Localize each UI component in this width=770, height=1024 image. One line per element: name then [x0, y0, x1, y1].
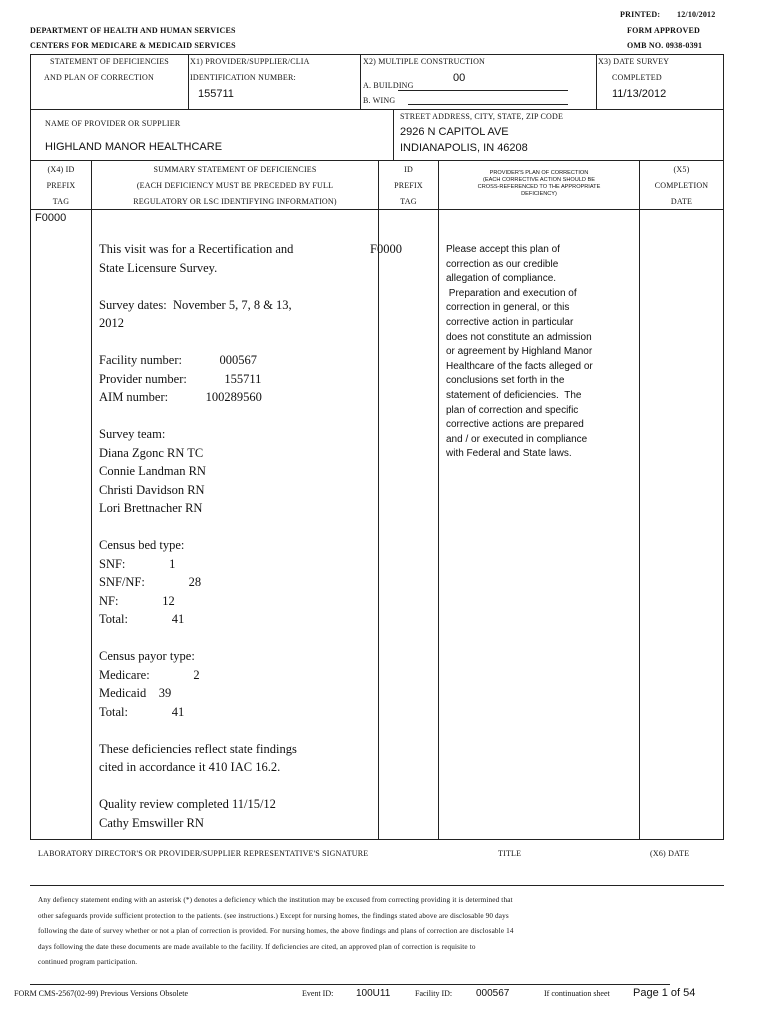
summary-line: Facility number: 000567	[99, 353, 257, 367]
x1-label: X1) PROVIDER/SUPPLIER/CLIA	[190, 57, 310, 66]
form-approved: FORM APPROVED	[627, 26, 701, 35]
statement-line: continued program participation.	[38, 958, 138, 967]
poc-line: Preparation and execution of	[446, 287, 577, 299]
statement-label-1: STATEMENT OF DEFICIENCIES	[50, 57, 169, 66]
summary-line: State Licensure Survey.	[99, 260, 218, 275]
summary-line: AIM number: 100289560	[99, 390, 262, 404]
event-id-value: 100U11	[356, 988, 391, 999]
x3-label: X3) DATE SURVEY	[598, 57, 670, 66]
form-number: FORM CMS-2567(02-99) Previous Versions Obsolete	[14, 989, 189, 998]
x5-header-1: (X5)	[673, 165, 690, 174]
x4-header-1: (X4) ID	[47, 165, 75, 174]
plan-of-correction	[446, 243, 636, 462]
x2-building-label: A. BUILDING	[363, 81, 414, 90]
poc-header-3: CROSS-REFERENCED TO THE APPROPRIATE	[477, 184, 601, 190]
address-label: STREET ADDRESS, CITY, STATE, ZIP CODE	[400, 112, 564, 121]
poc-line: corrective actions are prepared	[446, 419, 584, 431]
summary-line	[99, 777, 374, 796]
poc-line: plan of correction and specific	[446, 404, 579, 416]
summary-line: SNF: 1	[99, 556, 176, 571]
left-prefix-tag: F0000	[35, 212, 67, 224]
summary-line: These deficiencies reflect state findings	[99, 741, 297, 756]
event-id-label: Event ID:	[302, 989, 334, 998]
signature-label: LABORATORY DIRECTOR'S OR PROVIDER/SUPPLIER REPRESENTATIVE'S SIGNATURE	[38, 849, 369, 858]
disclosure-statement	[38, 893, 718, 971]
summary-line: Medicare: 2	[99, 667, 200, 682]
poc-header-2: (EACH CORRECTIVE ACTION SHOULD BE	[483, 177, 595, 183]
poc-line: correction in general, or this	[446, 302, 570, 314]
poc-header	[439, 170, 639, 198]
summary-line: Lori Brettnacher RN	[99, 501, 203, 515]
summary-line	[99, 629, 374, 648]
summary-line	[99, 277, 374, 296]
x2-wing-label: B. WING	[363, 96, 396, 105]
x4-header-3: TAG	[52, 197, 70, 206]
poc-line: statement of deficiencies. The	[446, 389, 582, 401]
statement-label-2: AND PLAN OF CORRECTION	[44, 73, 154, 82]
address-line-1: 2926 N CAPITOL AVE	[400, 126, 509, 138]
summary-line: This visit was for a Recertification and	[99, 242, 294, 256]
survey-completed-date: 11/13/2012	[612, 88, 667, 100]
summary-line: Total: 41	[99, 704, 185, 719]
poc-line: does not constitute an admission	[446, 331, 592, 343]
id-prefix-tag: F0000	[370, 242, 402, 256]
department-name: DEPARTMENT OF HEALTH AND HUMAN SERVICES	[30, 26, 236, 35]
summary-line: Quality review completed 11/15/12	[99, 797, 276, 811]
x2-building-value: 00	[453, 72, 466, 84]
poc-header-1: PROVIDER'S PLAN OF CORRECTION	[489, 170, 589, 176]
facility-id-value: 000567	[476, 988, 510, 999]
summary-line	[99, 407, 374, 426]
facility-id-label: Facility ID:	[415, 989, 453, 998]
statement-line: days following the date these documents are made available to the facility. If deficiencies are cited, an approved plan of correction is requisite to	[38, 942, 476, 951]
poc-line: and / or executed in compliance	[446, 433, 588, 445]
id-header-1: ID	[404, 165, 413, 174]
provider-id-value: 155711	[198, 88, 234, 100]
title-label: TITLE	[498, 849, 522, 858]
provider-name-label: NAME OF PROVIDER OR SUPPLIER	[45, 119, 181, 128]
summary-line	[99, 721, 374, 740]
summary-line	[99, 518, 374, 537]
summary-line: Survey dates: November 5, 7, 8 & 13,	[99, 297, 292, 312]
summary-line: Diana Zgonc RN TC	[99, 445, 204, 460]
continuation-label: If continuation sheet	[544, 989, 610, 998]
id-header-3: TAG	[400, 197, 417, 206]
poc-header-4: DEFICIENCY)	[521, 191, 557, 197]
signature-divider	[30, 885, 724, 886]
summary-line: Survey team:	[99, 427, 166, 441]
summary-line: Total: 41	[99, 612, 185, 626]
id-header-2: PREFIX	[394, 181, 423, 190]
summary-line: 2012	[99, 316, 124, 330]
statement-line: Any defiency statement ending with an asterisk (*) denotes a deficiency which the institution may be excused from correcting providing it is determined that	[38, 896, 513, 904]
address-line-2: INDIANAPOLIS, IN 46208	[400, 142, 528, 154]
summary-header-1: SUMMARY STATEMENT OF DEFICIENCIES	[153, 165, 317, 174]
printed-date: 12/10/2012	[677, 10, 716, 19]
summary-statement	[99, 240, 374, 832]
summary-line: Medicaid 39	[99, 686, 172, 700]
summary-line	[99, 333, 374, 352]
poc-line: allegation of compliance.	[446, 273, 557, 285]
x6-date-label: (X6) DATE	[650, 849, 690, 858]
poc-line: with Federal and State laws.	[446, 448, 572, 460]
statement-line: following the date of survey whether or not a plan of correction is provided. For nursing homes, the above findings and plans of correction are disclosable 14	[38, 927, 514, 936]
summary-line: Census bed type:	[99, 538, 185, 552]
poc-line: Please accept this plan of	[446, 244, 560, 255]
poc-line: corrective action in particular	[446, 316, 574, 328]
x3-label-2: COMPLETED	[612, 73, 662, 82]
poc-line: conclusions set forth in the	[446, 375, 565, 387]
omb-number: OMB NO. 0938-0391	[627, 41, 703, 50]
centers-name: CENTERS FOR MEDICARE & MEDICAID SERVICES	[30, 41, 236, 50]
x5-header-2: COMPLETION	[654, 181, 709, 190]
x5-header-3: DATE	[670, 197, 693, 206]
summary-line: Cathy Emswiller RN	[99, 815, 204, 830]
summary-header-3: REGULATORY OR LSC IDENTIFYING INFORMATION)	[133, 197, 337, 206]
summary-line: Census payor type:	[99, 649, 195, 663]
poc-line: Healthcare of the facts alleged or	[446, 360, 593, 372]
summary-line: Connie Landman RN	[99, 464, 206, 478]
summary-line: cited in accordance it 410 IAC 16.2.	[99, 760, 281, 774]
summary-line: SNF/NF: 28	[99, 575, 202, 589]
summary-line: Provider number: 155711	[99, 371, 262, 386]
footer-divider	[30, 984, 670, 985]
poc-line: correction as our credible	[446, 258, 559, 270]
x2-label: X2) MULTIPLE CONSTRUCTION	[363, 57, 486, 66]
page-number: Page 1 of 54	[633, 987, 696, 999]
printed-label: PRINTED:	[620, 10, 661, 19]
statement-line: other safeguards provide sufficient protection to the patients. (see instructions.) Except for nursing homes, the findings stated above are disclosable 90 days	[38, 911, 509, 920]
x4-header-2: PREFIX	[46, 181, 76, 190]
poc-line: or agreement by Highland Manor	[446, 346, 593, 358]
summary-header-2: (EACH DEFICIENCY MUST BE PRECEDED BY FULL	[136, 181, 334, 190]
summary-line: Christi Davidson RN	[99, 482, 205, 497]
summary-line: NF: 12	[99, 593, 175, 608]
provider-name-value: HIGHLAND MANOR HEALTHCARE	[45, 141, 223, 153]
x1-label-2: IDENTIFICATION NUMBER:	[190, 73, 296, 82]
